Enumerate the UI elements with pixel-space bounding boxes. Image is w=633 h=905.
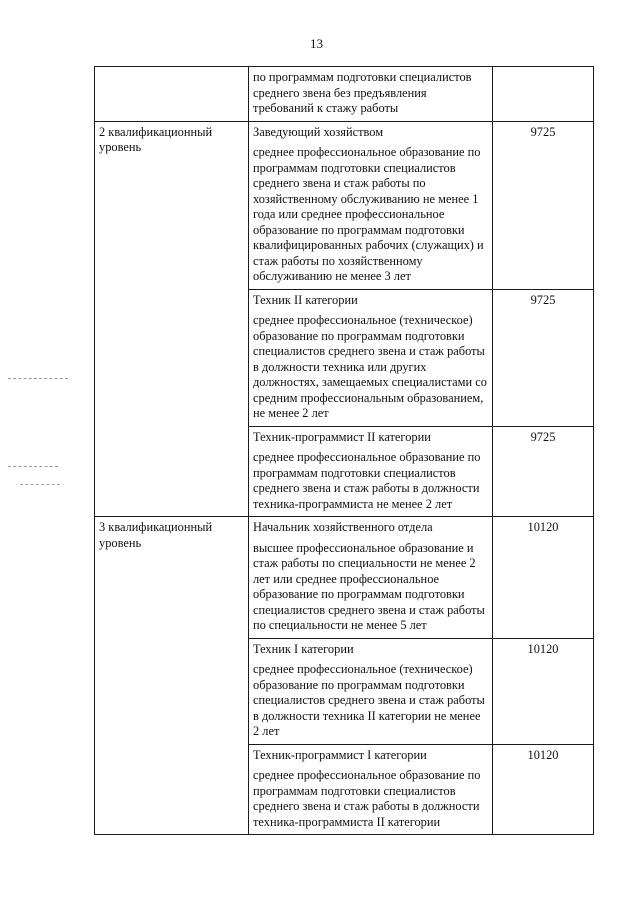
- position-title: Техник II категории: [253, 292, 358, 307]
- position-title: Начальник хозяйственного отдела: [253, 520, 433, 534]
- position-cell: [249, 517, 493, 639]
- scan-artifact: [8, 378, 68, 379]
- position-cell: [249, 121, 493, 289]
- salary-value: 10120: [527, 747, 559, 762]
- level-cell: [95, 517, 249, 835]
- page-number: 13: [310, 36, 323, 51]
- position-requirements: среднее профессиональное образование по программам подготовки специалистов среднего звена и стаж работы по хозяйственному обслуживанию не менее 1 года или среднее профессиональное образование по программам подготовки квалифицированных рабочих (служащих) и стаж работы по хозяйственному обслуживанию не менее 3 лет: [253, 145, 484, 283]
- level-label: 3 квалификационный уровень: [99, 520, 213, 550]
- position-requirements: среднее профессиональное образование по программам подготовки специалистов среднего звена и стаж работы в должности техника-программиста II категории: [253, 768, 481, 829]
- table-row: [95, 517, 594, 639]
- position-requirements: высшее профессиональное образование и стаж работы по специальности не менее 2 лет или среднее профессиональное образование по программам подготовки специалистов среднего звена и стаж работы по специальности не менее 5 лет: [253, 540, 485, 632]
- position-title: Заведующий хозяйством: [253, 124, 384, 139]
- salary-cell: [493, 289, 594, 426]
- position-requirements: среднее профессиональное (техническое) образование по программам подготовки специалистов среднего звена и стаж работы в должности техника II категории не менее 2 лет: [253, 662, 485, 738]
- position-requirements: среднее профессиональное (техническое) образование по программам подготовки специалистов среднего звена и стаж работы в должности техника или других должностях, замещаемых специалистами со средним профессиональным образованием, не менее 2 лет: [253, 313, 487, 420]
- position-requirements: по программам подготовки специалистов среднего звена без предъявления требований к стажу работы: [253, 70, 472, 115]
- position-requirements: среднее профессиональное образование по программам подготовки специалистов среднего звена и стаж работы в должности техника-программиста не менее 2 лет: [253, 450, 481, 511]
- salary-cell: [493, 426, 594, 517]
- position-title: Техник-программист II категории: [253, 429, 431, 444]
- salary-cell: [493, 638, 594, 744]
- salary-cell: [493, 121, 594, 289]
- qualification-table: [94, 66, 594, 835]
- position-cell: [249, 289, 493, 426]
- position-cell: [249, 638, 493, 744]
- salary-value: 10120: [527, 641, 559, 656]
- salary-value: 9725: [530, 124, 556, 139]
- salary-cell: [493, 744, 594, 835]
- position-cell: [249, 744, 493, 835]
- salary-value: 9725: [530, 429, 556, 444]
- level-cell: [95, 67, 249, 122]
- salary-value: 9725: [530, 292, 556, 307]
- salary-cell: [493, 67, 594, 122]
- level-cell: [95, 121, 249, 517]
- position-title: Техник-программист I категории: [253, 747, 427, 762]
- scan-artifact: [8, 466, 58, 467]
- scan-artifact: [20, 484, 60, 485]
- table-row: [95, 67, 594, 122]
- level-label: 2 квалификационный уровень: [99, 124, 213, 154]
- salary-cell: [493, 517, 594, 639]
- salary-value: 10120: [527, 520, 559, 534]
- position-title: Техник I категории: [253, 641, 354, 656]
- table-row: [95, 121, 594, 289]
- position-cell: [249, 67, 493, 122]
- position-cell: [249, 426, 493, 517]
